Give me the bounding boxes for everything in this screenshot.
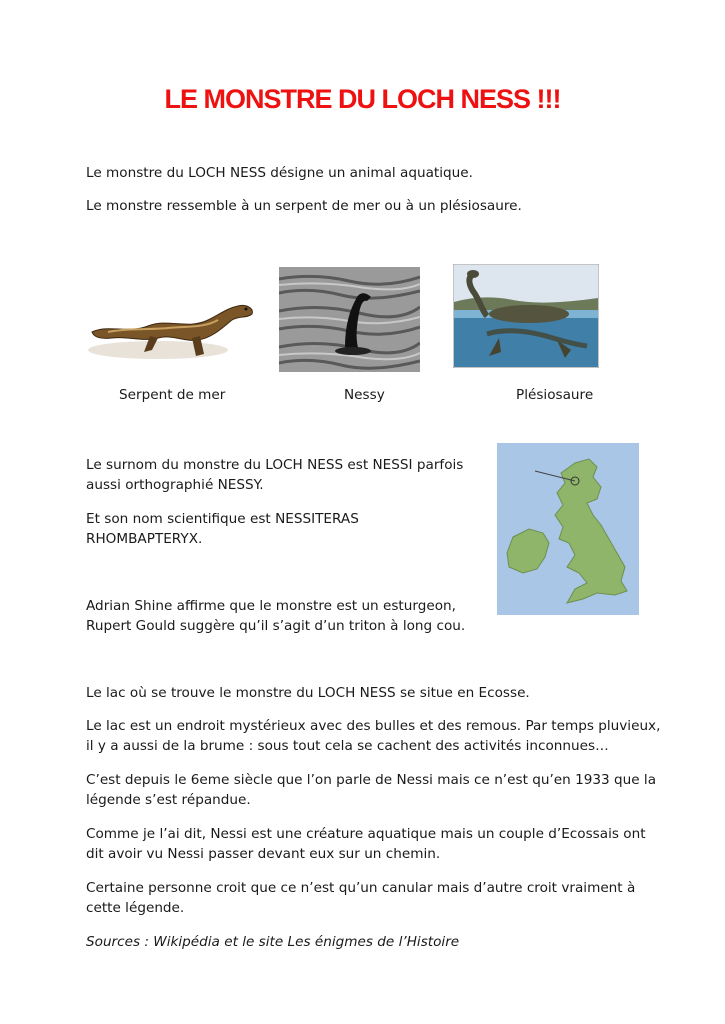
intro-line-2: Le monstre ressemble à un serpent de mer ou à un plésiosaure. xyxy=(86,198,522,214)
nickname-line-1: Le surnom du monstre du LOCH NESS est NESSI parfois xyxy=(86,457,464,473)
scientific-line-2: RHOMBAPTERYX. xyxy=(86,531,203,547)
plesiosaur-illustration xyxy=(453,264,599,368)
sea-serpent-illustration xyxy=(88,298,258,366)
sources-line: Sources : Wikipédia et le site Les énigmes de l’Histoire xyxy=(86,934,460,950)
british-isles-map xyxy=(497,443,639,615)
paragraph-location: Le lac où se trouve le monstre du LOCH NESS se situe en Ecosse. xyxy=(86,685,530,701)
paragraph-belief-line-2: cette légende. xyxy=(86,900,185,916)
caption-plesiosaur: Plésiosaure xyxy=(516,387,594,403)
theory-line-1: Adrian Shine affirme que le monstre est un esturgeon, xyxy=(86,598,456,614)
paragraph-sighting-line-1: Comme je l’ai dit, Nessi est une créature aquatique mais un couple d’Ecossais ont xyxy=(86,826,646,842)
paragraph-belief-line-1: Certaine personne croit que ce n’est qu’un canular mais d’autre croit vraiment à xyxy=(86,880,636,896)
caption-serpent: Serpent de mer xyxy=(119,387,226,403)
intro-line-1: Le monstre du LOCH NESS désigne un animal aquatique. xyxy=(86,165,473,181)
paragraph-lake-line-2: il y a aussi de la brume : sous tout cela se cachent des activités inconnues… xyxy=(86,738,609,754)
nessy-photo xyxy=(279,267,420,372)
paragraph-history-line-1: C’est depuis le 6eme siècle que l’on parle de Nessi mais ce n’est qu’en 1933 que la xyxy=(86,772,657,788)
paragraph-lake-line-1: Le lac est un endroit mystérieux avec des bulles et des remous. Par temps pluvieux, xyxy=(86,718,661,734)
nickname-line-2: aussi orthographié NESSY. xyxy=(86,477,264,493)
page-title: LE MONSTRE DU LOCH NESS !!! xyxy=(164,84,561,114)
paragraph-history-line-2: légende s’est répandue. xyxy=(86,792,251,808)
paragraph-sighting-line-2: dit avoir vu Nessi passer devant eux sur un chemin. xyxy=(86,846,441,862)
scientific-line-1: Et son nom scientifique est NESSITERAS xyxy=(86,511,359,527)
theory-line-2: Rupert Gould suggère qu’il s’agit d’un triton à long cou. xyxy=(86,618,466,634)
caption-nessy: Nessy xyxy=(344,387,385,403)
